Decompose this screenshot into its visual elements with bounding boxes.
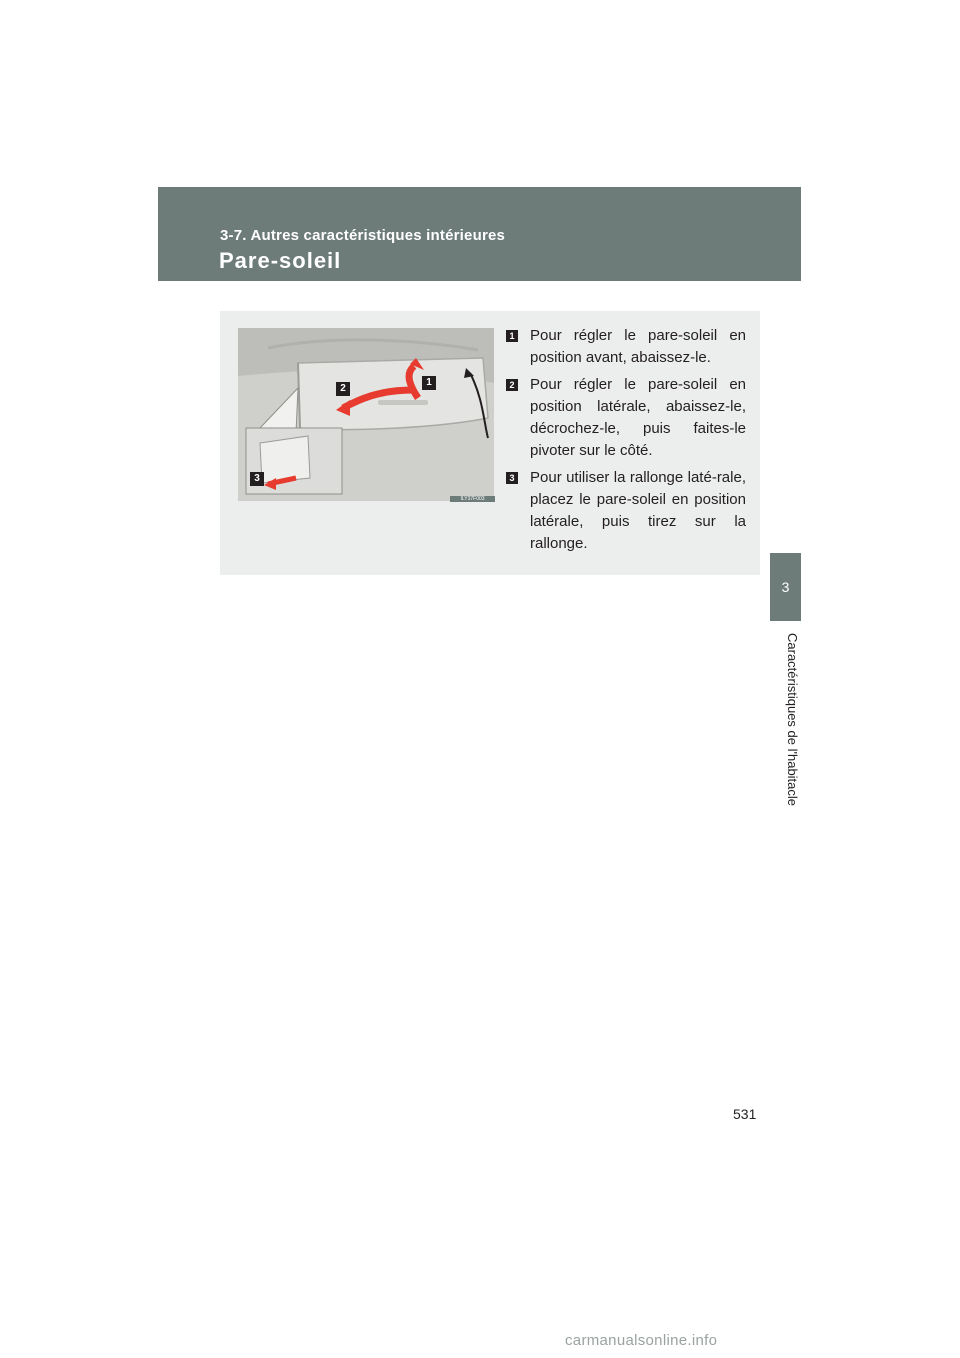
chapter-title: Caractéristiques de l'habitacle: [785, 633, 800, 807]
step-text: Pour régler le pare-soleil en position avant, abaissez-le.: [530, 327, 746, 366]
step-marker-2: 2: [506, 379, 518, 391]
step-text: Pour régler le pare-soleil en position latérale, abaissez-le, décrochez-le, puis faites-le pivoter sur le côté.: [530, 376, 746, 459]
content-box: [220, 311, 760, 575]
callout-2: 2: [336, 382, 350, 396]
sun-visor-illustration: [238, 328, 494, 501]
step-item: [506, 467, 746, 555]
page-number: 531: [733, 1106, 757, 1122]
header-band: [158, 187, 801, 281]
chapter-number: 3: [781, 579, 790, 595]
callout-3: 3: [250, 472, 264, 486]
figure-code: ILY37F003: [450, 496, 495, 502]
step-text: Pour utiliser la rallonge laté-rale, placez le pare-soleil en position latérale, puis tirez sur la rallonge.: [530, 469, 746, 552]
chapter-tab[interactable]: [770, 553, 801, 621]
watermark[interactable]: carmanualsonline.info: [565, 1332, 718, 1349]
steps-list: [506, 325, 746, 560]
sun-visor-drawing: [238, 328, 494, 501]
step-marker-1: 1: [506, 330, 518, 342]
callout-1: 1: [422, 376, 436, 390]
step-item: [506, 325, 746, 369]
step-marker-3: 3: [506, 472, 518, 484]
step-item: [506, 374, 746, 462]
page-title: Pare-soleil: [219, 248, 342, 273]
section-label: 3-7. Autres caractéristiques intérieures: [220, 227, 506, 244]
